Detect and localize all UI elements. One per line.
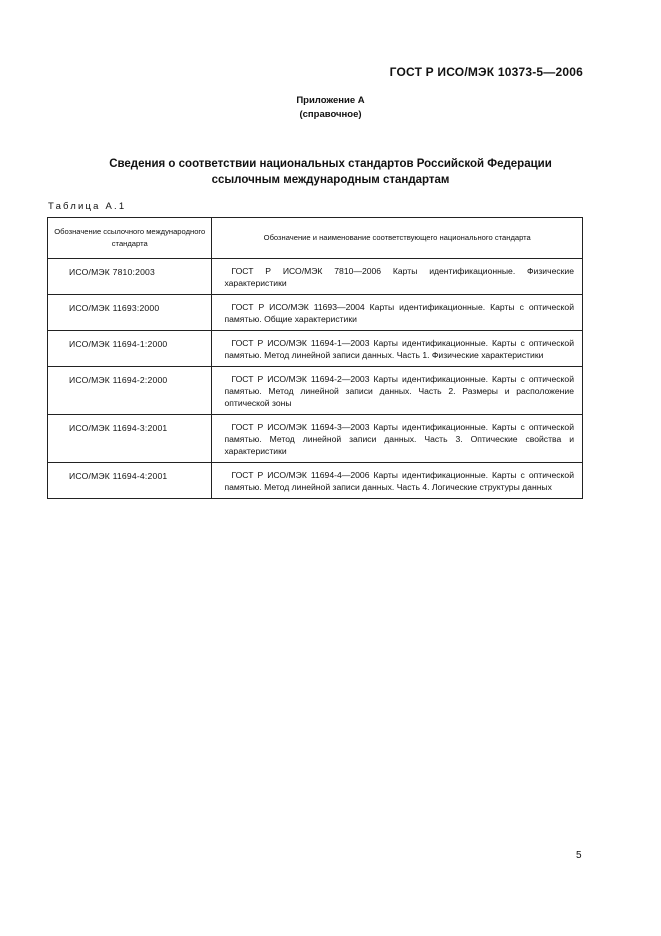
header-national-standard: Обозначение и наименование соответствующего национального стандарта [212,218,583,259]
national-standard-cell: ГОСТ Р ИСО/МЭК 11694-1—2003 Карты идентификационные. Карты с оптической памятью. Метод линейной записи данных. Часть 1. Физические характеристики [212,331,583,367]
section-title [0,156,661,188]
national-standard-cell: ГОСТ Р ИСО/МЭК 11693—2004 Карты идентификационные. Карты с оптической памятью. Общие характеристики [212,295,583,331]
table-header-row [48,218,583,259]
table-row [48,367,583,415]
table-row [48,259,583,295]
intl-standard-cell: ИСО/МЭК 11694-1:2000 [48,331,212,367]
appendix-title: Приложение А [296,95,365,106]
section-title-line-2: ссылочным международным стандартам [211,174,450,186]
correspondence-table [47,217,583,499]
appendix-type: (справочное) [299,109,362,120]
national-standard-cell: ГОСТ Р ИСО/МЭК 11694-2—2003 Карты идентификационные. Карты с оптической памятью. Метод линейной записи данных. Часть 2. Размеры и расположение оптической зоны [212,367,583,415]
section-title-line-1: Сведения о соответствии национальных стандартов Российской Федерации [109,158,552,170]
intl-standard-cell: ИСО/МЭК 11694-4:2001 [48,463,212,499]
appendix-heading [0,94,661,122]
table-row [48,295,583,331]
header-intl-standard: Обозначение ссылочного международного стандарта [48,218,212,259]
intl-standard-cell: ИСО/МЭК 7810:2003 [48,259,212,295]
table-row [48,331,583,367]
national-standard-cell: ГОСТ Р ИСО/МЭК 11694-3—2003 Карты идентификационные. Карты с оптической памятью. Метод линейной записи данных. Часть 3. Оптические свойства и характеристики [212,415,583,463]
table-row [48,415,583,463]
national-standard-cell: ГОСТ Р ИСО/МЭК 7810—2006 Карты идентификационные. Физические характеристики [212,259,583,295]
intl-standard-cell: ИСО/МЭК 11694-2:2000 [48,367,212,415]
intl-standard-cell: ИСО/МЭК 11694-3:2001 [48,415,212,463]
page-number: 5 [576,850,582,861]
document-standard-code: ГОСТ Р ИСО/МЭК 10373-5—2006 [389,65,583,79]
table-row [48,463,583,499]
table-caption: Таблица А.1 [48,201,127,212]
national-standard-cell: ГОСТ Р ИСО/МЭК 11694-4—2006 Карты идентификационные. Карты с оптической памятью. Метод линейной записи данных. Часть 4. Логические структуры данных [212,463,583,499]
intl-standard-cell: ИСО/МЭК 11693:2000 [48,295,212,331]
